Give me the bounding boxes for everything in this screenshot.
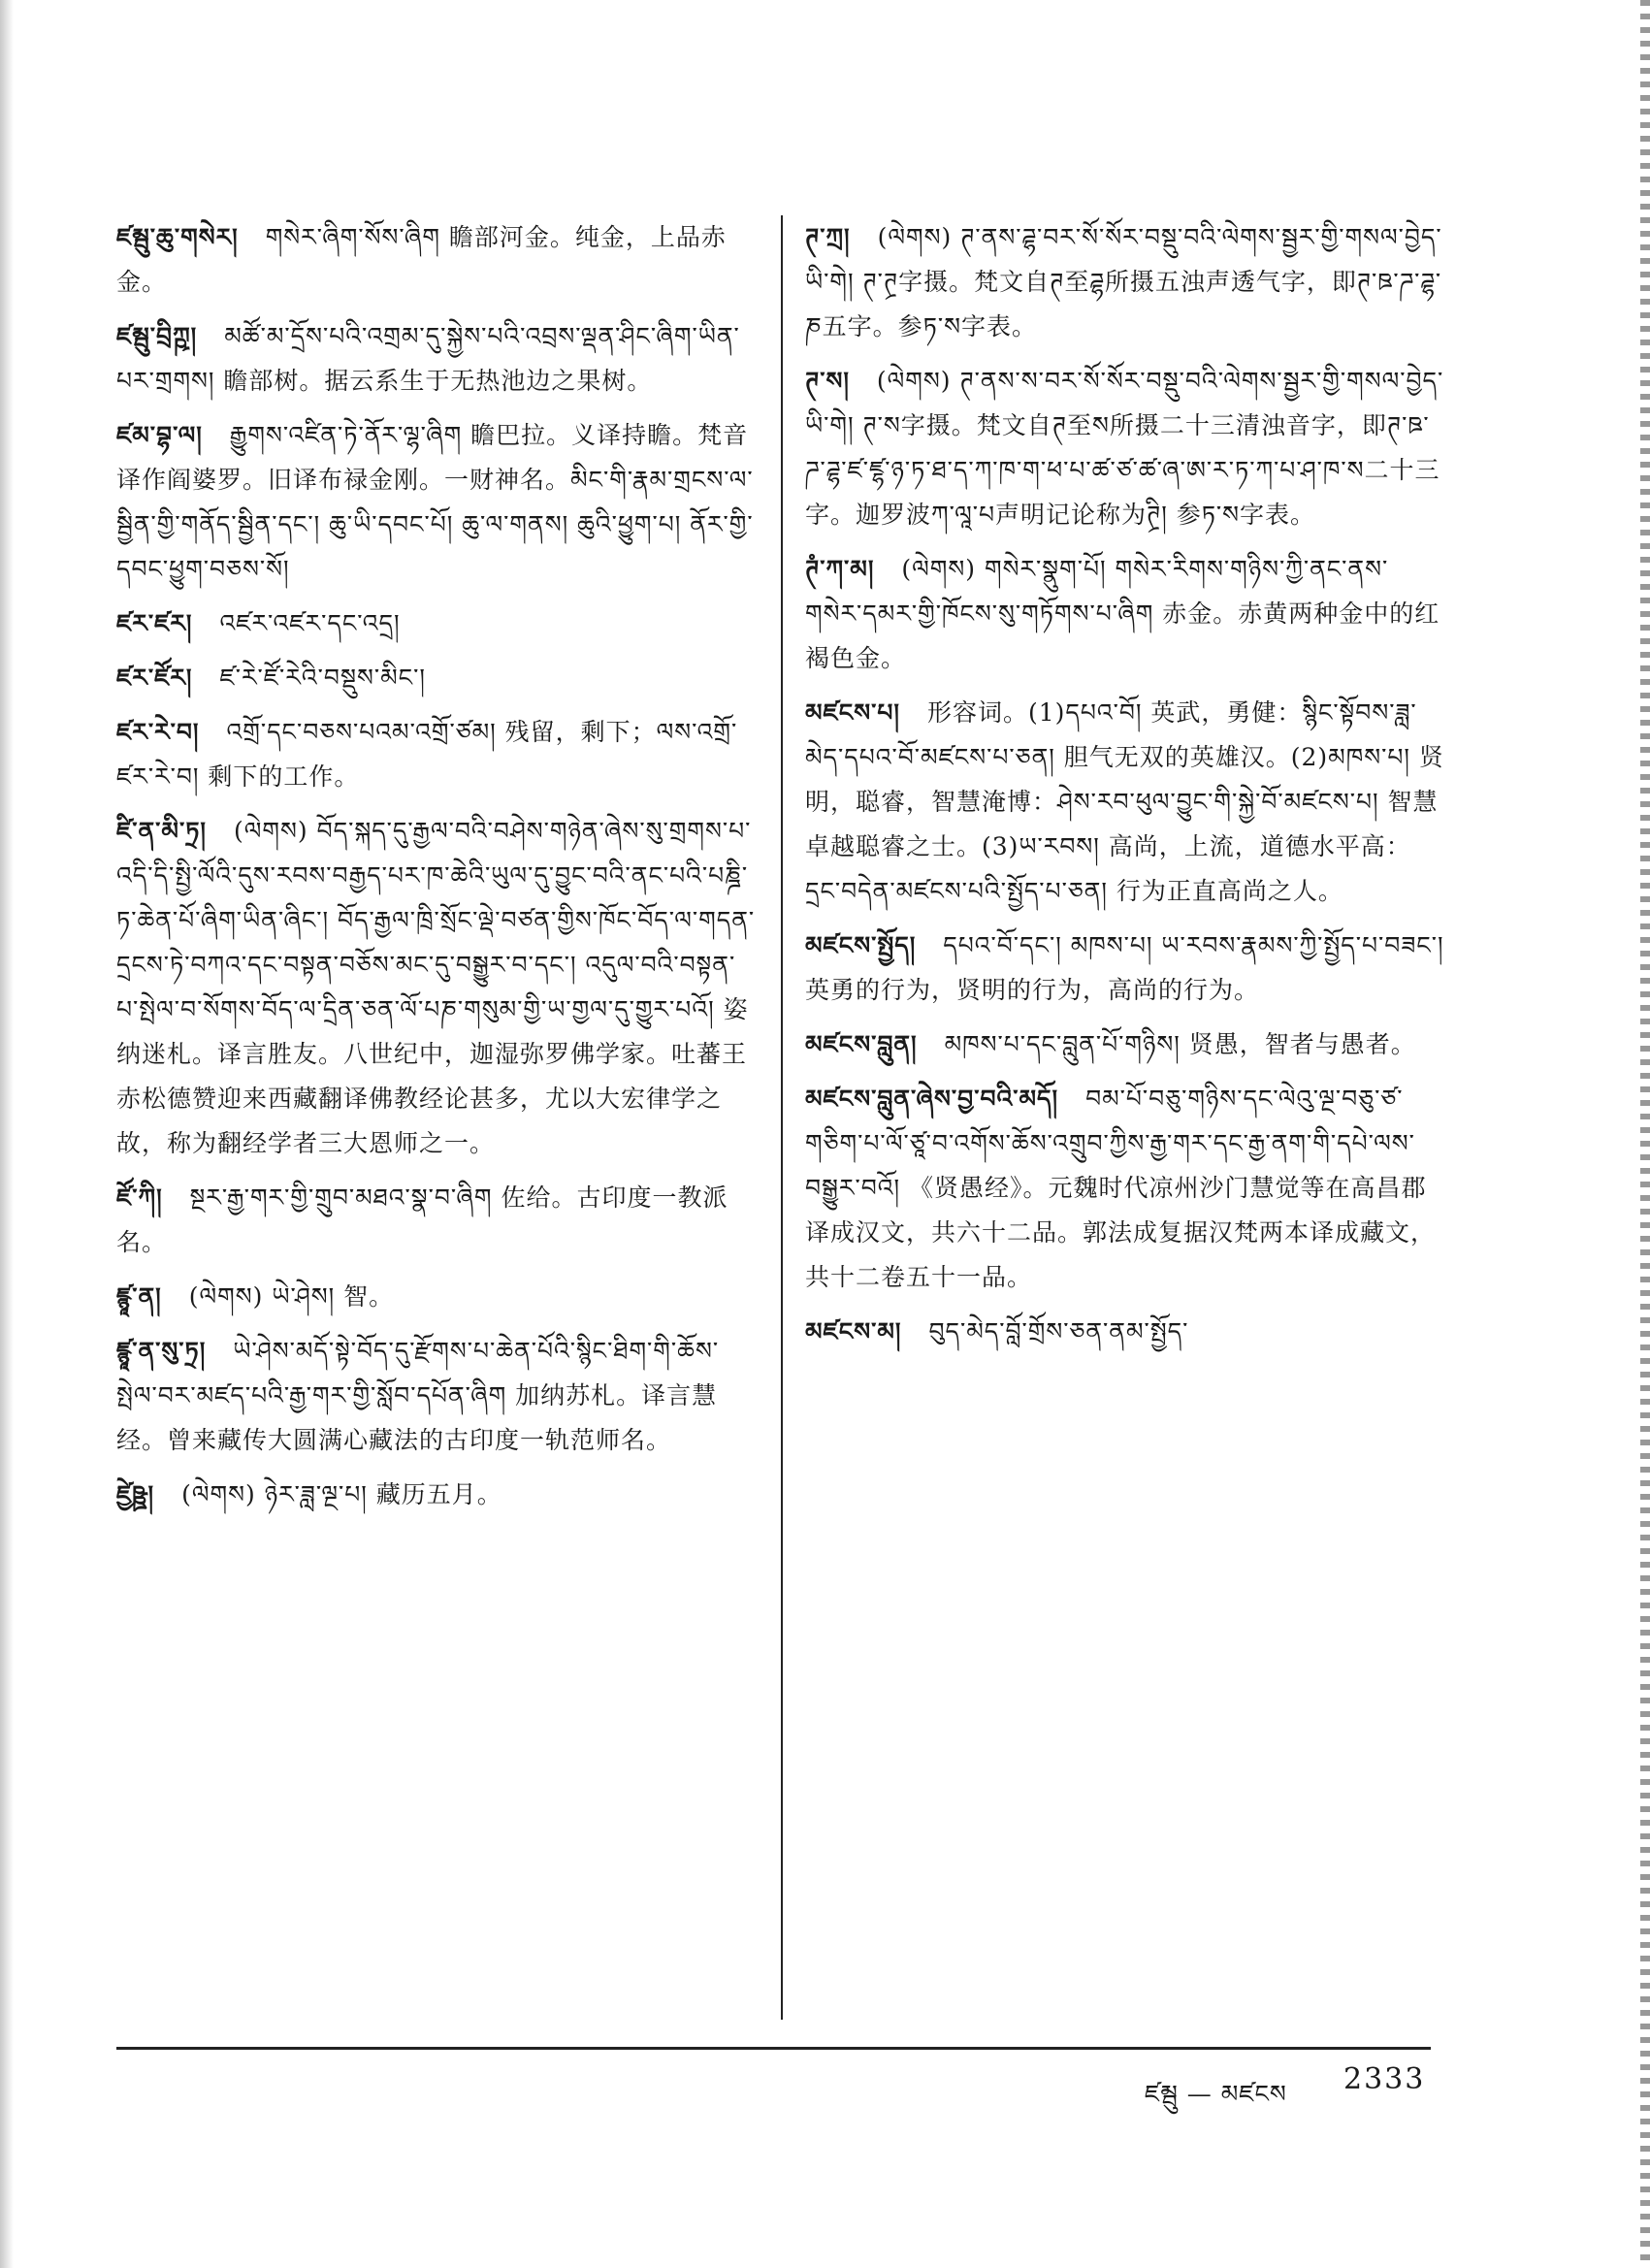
scan-edge-left [0, 0, 14, 2268]
running-head: ཛམྦུ — མཛངས [1145, 2080, 1287, 2108]
dictionary-entry [116, 1275, 757, 1319]
entry-headword: མཛངས་སྤྱོད། [805, 931, 917, 959]
dictionary-entry [805, 547, 1445, 681]
entry-headword: ཛྙཱ་ན་སུ་ཏྲ། [116, 1337, 207, 1365]
dictionary-entry [116, 1473, 757, 1517]
entry-definition: རྒྱུགས་འཛིན་ཏེ་ནོར་ལྷ་ཞིག 瞻巴拉。义译持瞻。梵音译作阎婆罗。旧译布禄金刚。一财神名。མིང་གི་རྣམ་གྲངས་ལ་སྦྱིན་གྱི་གནོད་སྦྱིན་དང་། ཆུ་ཡི་དབང་པོ། ཆུ་ལ་གནས། ཆུའི་ཕྱུག་པ། ནོར་གྱི་དབང་ཕྱུག་བཅས་སོ། [116, 421, 754, 583]
entry-definition: (ལེགས) ཊ་ནས་ས་བར་སོ་སོར་བསྡུ་བའི་ལེགས་སྦྱར་གྱི་གསལ་བྱེད་ཡི་གེ། ཊ་ས字摄。梵文自ཊ至ས所摄二十三清浊音字，即ཊ་ཋ་ཌ་ཌྷ་ཛ་ཛྷ་ཉ་ཏ་ཐ་ད་ཀ་ཁ་ག་ཕ་པ་ཚ་ཙ་ཚ་ཞ་ཨ་ར་ཏ་ཀ་པ་ཤ་ཁ་ས二十三字。迦罗波ཀ་ལཱ་པ声明记论称为ཊྲི། 参ཏ་ས字表。 [805, 367, 1444, 529]
entry-definition: ཛ་རེ་ཛོ་རེའི་བསྡུས་མིང་། [219, 664, 426, 692]
entry-headword: ཛར་ཛར། [116, 609, 193, 637]
entry-definition: (ལེགས) ཡེ་ཤེས། 智。 [188, 1282, 395, 1311]
dictionary-entry [116, 1329, 757, 1463]
dictionary-entry [116, 656, 757, 700]
entry-headword: མཛངས་བླུན་ཞེས་བྱ་བའི་མདོ། [805, 1085, 1059, 1113]
entry-definition: (ལེགས) བོད་སྐད་དུ་རྒྱལ་བའི་བཤེས་གཉེན་ཞེས་སུ་གྲགས་པ་འདི་དི་སྤྱི་ལོའི་དུས་རབས་བརྒྱད་པར་ཁ་ཆེའི་ཡུལ་དུ་བྱུང་བའི་ནང་པའི་པཎྜི་ཏ་ཆེན་པོ་ཞིག་ཡིན་ཞིང་། བོད་རྒྱལ་ཁྲི་སྲོང་ལྡེ་བཙན་གྱིས་ཁོང་བོད་ལ་གདན་དྲངས་ཏེ་བཀའ་དང་བསྟན་བཅོས་མང་དུ་བསྒྱུར་བ་དང་། འདུལ་བའི་བསྟན་པ་སྤེལ་བ་སོགས་བོད་ལ་དྲིན་ཅན་ལོ་པཎ་གསུམ་གྱི་ཡ་གྱལ་དུ་གྱུར་པའོ། 姿纳迷札。译言胜友。八世纪中，迦湿弥罗佛学家。吐蕃王赤松德赞迎来西藏翻译佛教经论甚多，尤以大宏律学之故，称为翻经学者三大恩师之一。 [116, 817, 756, 1157]
entry-definition: 形容词。(1)དཔའ་བོ། 英武，勇健：སྙིང་སྟོབས་ཟླ་མེད་དཔའ་བོ་མཛངས་པ་ཅན། 胆气无双的英雄汉。(2)མཁས་པ། 贤明，聪睿，智慧淹博：ཤེས་རབ་ཕུལ་བྱུང་གི་སྐྱེ་བོ་མཛངས་པ། 智慧卓越聪睿之士。(3)ཡ་རབས། 高尚，上流，道德水平高：དྲང་བདེན་མཛངས་པའི་སྤྱོད་པ་ཅན། 行为正直高尚之人。 [805, 698, 1444, 905]
entry-headword: ཛར་ཛོར། [116, 664, 193, 692]
entry-headword: ཛར་རེ་བ། [116, 718, 200, 746]
entry-headword: མཛངས་བླུན། [805, 1030, 918, 1058]
dictionary-entry [805, 1077, 1445, 1300]
dictionary-entry [116, 413, 757, 592]
entry-headword: ཛམྦུ་བྲིཀྵ། [116, 322, 198, 350]
entry-headword: ཛྙཱ་ན། [116, 1282, 162, 1311]
entry-definition: མཚོ་མ་དྲོས་པའི་འགྲམ་དུ་སྐྱེས་པའི་འབྲས་ལྡན་ཤིང་ཞིག་ཡིན་པར་གྲགས། 瞻部树。据云系生于无热池边之果树。 [116, 322, 740, 395]
entry-definition: སྔར་རྒྱ་གར་གྱི་གྲུབ་མཐའ་སྣ་བ་ཞིག 佐给。古印度一教派名。 [116, 1183, 728, 1256]
entry-definition: གསེར་ཞིག་སོས་ཞིག 瞻部河金。纯金，上品赤金。 [116, 223, 727, 296]
footer-rule [116, 2047, 1431, 2050]
entry-definition: (ལེགས) གསེར་སྣུག་པོ། གསེར་རིགས་གཉིས་ཀྱི་ནང་ནས་གསེར་དམར་གྱི་ཁོངས་སུ་གཏོགས་པ་ཞིག 赤金。赤黄两种金中的红褐色金。 [805, 555, 1440, 672]
entry-headword: མཛངས་མ། [805, 1317, 902, 1345]
entry-headword: ཛམ་བྷ་ལ། [116, 421, 203, 449]
entry-headword: མཛངས་པ། [805, 698, 900, 727]
left-column [116, 215, 757, 1527]
entry-definition: བམ་པོ་བཅུ་གཉིས་དང་ལེའུ་ལྔ་བཅུ་ཙ་གཅིག་པ་ལོ་ཙཱ་བ་འགོས་ཆོས་འགྲུབ་ཀྱིས་རྒྱ་གར་དང་རྒྱ་ནག་གི་དཔེ་ལས་བསྒྱུར་བའོ། 《贤愚经》。元魏时代凉州沙门慧觉等在高昌郡译成汉文，共六十二品。郭法成复据汉梵两本译成藏文，共十二卷五十一品。 [805, 1085, 1437, 1291]
entry-headword: ཊཾ་ཀ་མ། [805, 555, 875, 583]
entry-headword: ཛྱེཥྛ། [116, 1480, 155, 1508]
entry-headword: ཊ་ཀྲ། [805, 223, 851, 251]
entry-headword: ཛི་ན་མི་ཏྲ། [116, 817, 207, 845]
entry-definition: འཛར་འཛར་དང་འདྲ། [219, 609, 401, 637]
dictionary-entry [805, 1310, 1445, 1354]
entry-definition: མཁས་པ་དང་བླུན་པོ་གཉིས། 贤愚，智者与愚者。 [944, 1030, 1416, 1058]
entry-definition: (ལེགས) ཊ་ནས་ཌྷ་བར་སོ་སོར་བསྡུ་བའི་ལེགས་སྦྱར་གྱི་གསལ་བྱེད་ཡི་གེ། ཊ་ཊྲ字摄。梵文自ཊ至ཌྷ所摄五浊声透气字，即ཊ་ཋ་ཌ་ཌྷ་ཎ五字。参ཏ་ས字表。 [805, 223, 1442, 340]
entry-definition: དཔའ་བོ་དང་། མཁས་པ། ཡ་རབས་རྣམས་ཀྱི་སྤྱོད་པ་བཟང་། 英勇的行为，贤明的行为，高尚的行为。 [805, 931, 1444, 1004]
entry-headword: ཛོ་ཀི། [116, 1183, 163, 1212]
page-number: 2333 [1343, 2062, 1426, 2096]
entry-headword: ཛམྦུ་ཆུ་གསེར། [116, 223, 239, 251]
dictionary-entry [116, 1176, 757, 1265]
dictionary-entry [805, 359, 1445, 537]
dictionary-entry [805, 215, 1445, 349]
dictionary-entry [805, 923, 1445, 1013]
entry-definition: བུད་མེད་བློ་གྲོས་ཅན་ནམ་སྤྱོད་ [928, 1317, 1189, 1345]
dictionary-entry [805, 1022, 1445, 1067]
entry-definition: (ལེགས) ཉེར་ཟླ་ལྔ་པ། 藏历五月。 [181, 1480, 502, 1508]
entry-headword: ཊ་ས། [805, 367, 850, 395]
right-column [805, 215, 1445, 1364]
dictionary-entry [116, 215, 757, 305]
scan-edge-right [1640, 0, 1650, 2268]
dictionary-entry [116, 314, 757, 404]
dictionary-entry [116, 601, 757, 646]
column-divider [781, 215, 783, 2020]
dictionary-entry [805, 691, 1445, 914]
dictionary-entry [116, 809, 757, 1166]
dictionary-entry [116, 710, 757, 799]
entry-definition: འགྲོ་དང་བཅས་པའམ་འགྲོ་ཙམ། 残留，剩下；ལས་འགྲོ་ཛར་རེ་བ། 剩下的工作。 [116, 718, 738, 791]
entry-definition: ཡེ་ཤེས་མདོ་སྟེ་བོད་དུ་རྫོགས་པ་ཆེན་པོའི་སྙིང་ཐིག་གི་ཆོས་སྤེལ་བར་མཛད་པའི་རྒྱ་གར་གྱི་སློབ་དཔོན་ཞིག 加纳苏札。译言慧经。曾来藏传大圆满心藏法的古印度一轨范师名。 [116, 1337, 720, 1454]
